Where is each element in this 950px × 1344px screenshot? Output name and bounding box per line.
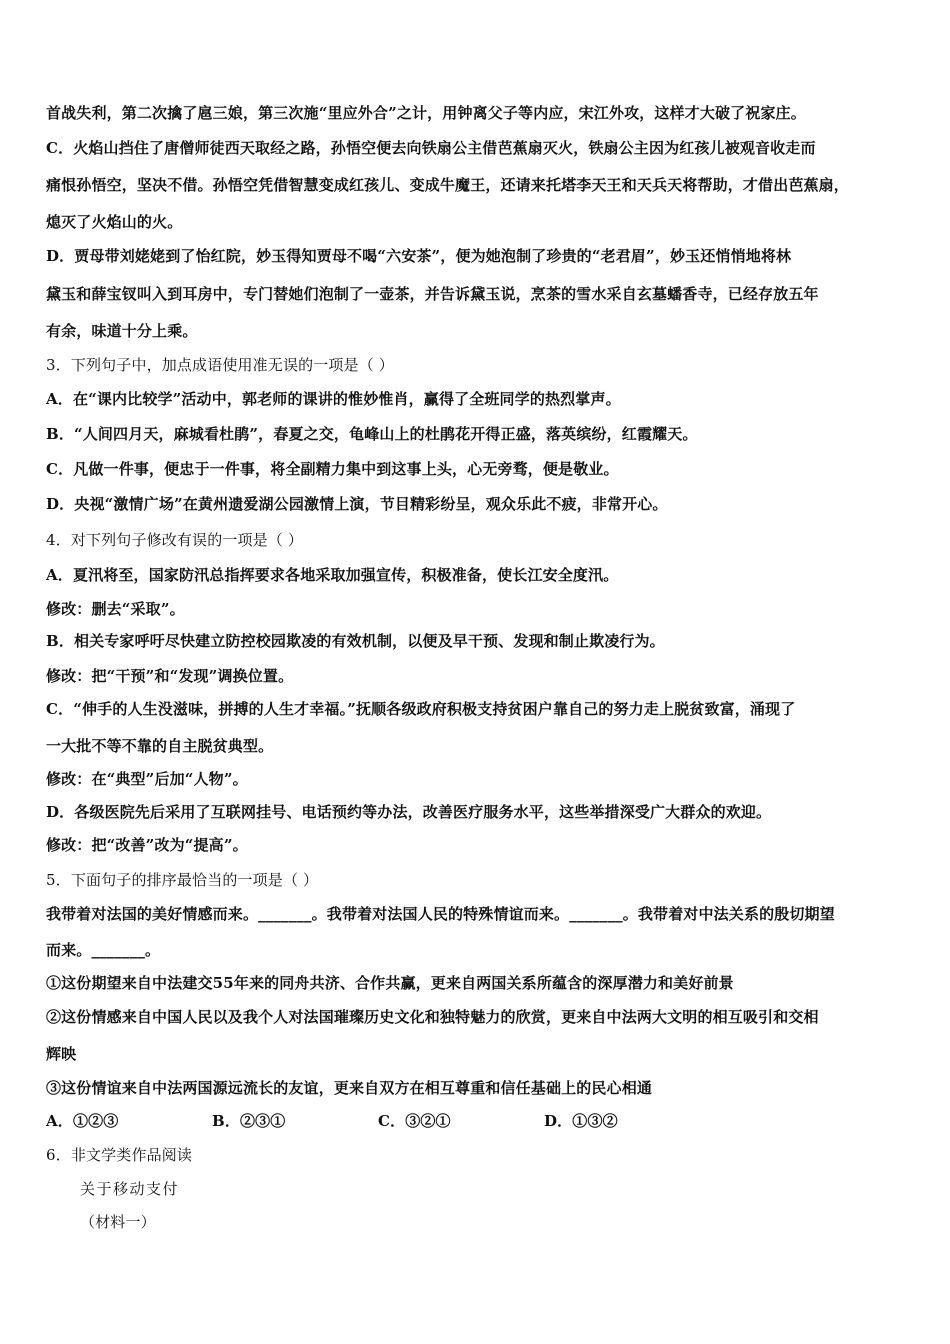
q3-option-a: A．在“课内比较学”活动中，郭老师的课讲的惟妙惟肖，赢得了全班同学的热烈掌声。 [46,390,621,408]
q4-revision-a: 修改：删去“采取”。 [46,600,185,618]
q4-option-b: B．相关专家呼吁尽快建立防控校园欺凌的有效机制，以便及早干预、发现和制止欺凌行为。 [46,632,665,650]
q4-option-d: D．各级医院先后采用了互联网挂号、电话预约等办法，改善医疗服务水平，这些举措深受广大群众的欢迎。 [46,803,772,821]
q5-passage-line-1: 我带着对法国的美好情感而来。_______。我带着对法国人民的特殊情谊而来。_______。我带着对中法关系的殷切期望 [46,905,835,923]
option-d-line-1: D．贾母带刘姥姥到了怡红院，妙玉得知贾母不喝“六安茶”，便为她泡制了珍贵的“老君眉”，妙玉还悄悄地将林 [46,247,792,265]
q3-option-d: D．央视“激情广场”在黄州遗爱湖公园激情上演，节目精彩纷呈，观众乐此不疲，非常开心。 [46,495,668,513]
q5-answer-options [46,1110,710,1131]
q4-option-a: A．夏汛将至，国家防汛总指挥要求各地采取加强宣传，积极准备，使长江安全度汛。 [46,566,619,584]
text-line: 首战失利，第二次擒了扈三娘，第三次施“里应外合”之计，用钟离父子等内应，宋江外攻，这样才大破了祝家庄。 [46,104,806,122]
q5-sentence-2-line-2: 辉映 [46,1045,77,1063]
reading-title: 关于移动支付 [80,1180,180,1198]
question-5-stem: 5．下面句子的排序最恰当的一项是（ ） [46,871,319,889]
q5-option-c: C．③②① [378,1112,451,1130]
q5-sentence-2-line-1: ②这份情感来自中国人民以及我个人对法国璀璨历史文化和独特魅力的欣赏，更来自中法两大文明的相互吸引和交相 [46,1008,819,1026]
material-one-label: （材料一） [80,1213,156,1231]
q5-option-d: D．①③② [544,1112,618,1130]
question-4-stem: 4．对下列句子修改有误的一项是（ ） [46,531,304,549]
q5-passage-line-2: 而来。_______。 [46,941,161,959]
question-3-stem: 3．下列句子中，加点成语使用准无误的一项是（ ） [46,356,394,374]
q4-option-c-line-2: 一大批不等不靠的自主脱贫典型。 [46,737,274,755]
option-c-line-3: 熄灭了火焰山的火。 [46,213,183,231]
q5-sentence-3: ③这份情谊来自中法两国源远流长的友谊，更来自双方在相互尊重和信任基础上的民心相通 [46,1079,653,1097]
q4-option-c-line-1: C．“伸手的人生没滋味，拼搏的人生才幸福。”抚顺各级政府积极支持贫困户靠自己的努力走上脱贫致富，涌现了 [46,700,796,718]
option-c-line-1: C．火焰山挡住了唐僧师徒西天取经之路，孙悟空便去向铁扇公主借芭蕉扇灭火，铁扇公主因为红孩儿被观音收走而 [46,139,816,157]
q5-option-a: A．①②③ [46,1112,119,1130]
q5-option-b: B．②③① [212,1112,286,1130]
q4-revision-c: 修改：在“典型”后加“人物”。 [46,770,248,788]
q4-revision-b: 修改：把“干预”和“发现”调换位置。 [46,667,294,685]
option-d-line-2: 黛玉和薛宝钗叫入到耳房中，专门替她们泡制了一壶茶，并告诉黛玉说，烹茶的雪水采自玄墓蟠香寺，已经存放五年 [46,285,819,303]
q3-option-c: C．凡做一件事，便忠于一件事，将全副精力集中到这事上头，心无旁骛，便是敬业。 [46,460,619,478]
option-d-line-3: 有余，味道十分上乘。 [46,322,198,340]
option-c-line-2: 痛恨孙悟空，坚决不借。孙悟空凭借智慧变成红孩儿、变成牛魔王，还请来托塔李天王和天兵天将帮助，才借出芭蕉扇， [46,176,849,194]
q5-sentence-1: ①这份期望来自中法建交55年来的同舟共济、合作共赢，更来自两国关系所蕴含的深厚潜力和美好前景 [46,974,734,992]
q3-option-b: B．“人间四月天，麻城看杜鹃”，春夏之交，龟峰山上的杜鹃花开得正盛，落英缤纷，红霞耀天。 [46,425,698,443]
question-6-stem: 6．非文学类作品阅读 [46,1146,193,1164]
q4-revision-d: 修改：把“改善”改为“提高”。 [46,836,248,854]
